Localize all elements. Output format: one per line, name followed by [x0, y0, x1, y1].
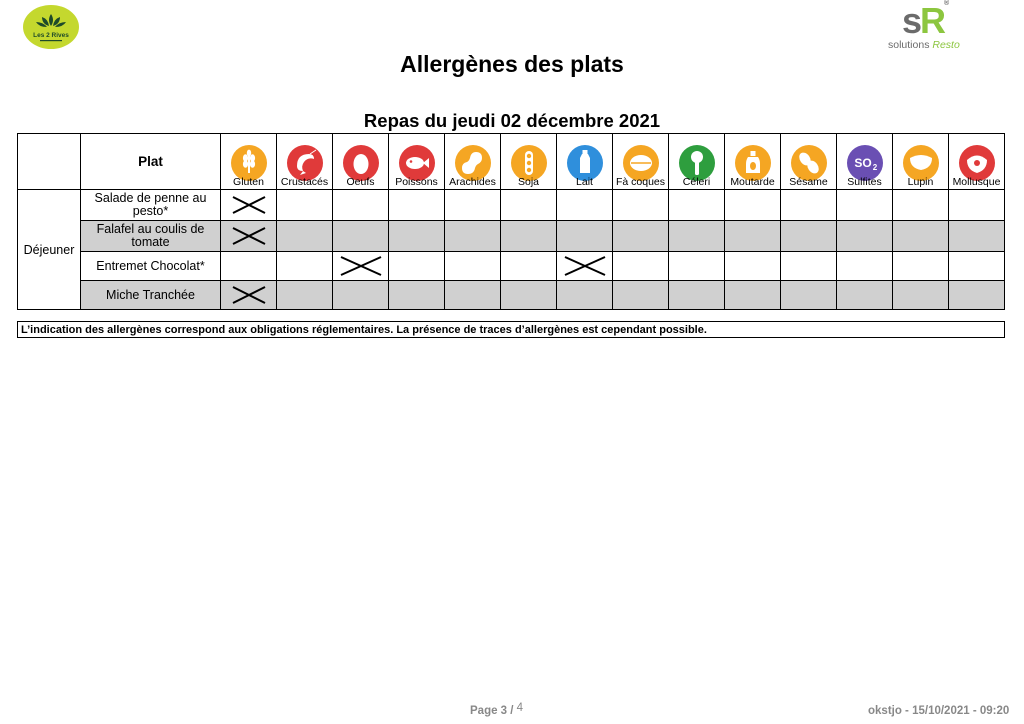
header-row [18, 134, 1005, 190]
cross-mark-icon [230, 226, 268, 246]
mark-cell [725, 221, 781, 252]
mark-cell [781, 190, 837, 221]
mark-cell [725, 190, 781, 221]
dish-name: Miche Tranchée [81, 281, 221, 310]
mark-cell [669, 252, 725, 281]
mark-cell [725, 281, 781, 310]
allergen-poissons: Poissons [389, 134, 445, 190]
allergen-fa-coques: Fà coques [613, 134, 669, 190]
mark-cell [501, 281, 557, 310]
mark-cell [837, 190, 893, 221]
mark-cell [893, 281, 949, 310]
cross-mark-icon [230, 285, 268, 305]
allergen-celeri: Céleri [669, 134, 725, 190]
mark-cell [277, 252, 333, 281]
meal-label: Déjeuner [18, 190, 81, 310]
cross-mark-icon [230, 195, 268, 215]
mark-cell [333, 281, 389, 310]
dish-name: Salade de penne au pesto* [81, 190, 221, 221]
mark-cell [221, 190, 277, 221]
allergen-lait: Lait [557, 134, 613, 190]
mark-cell [557, 190, 613, 221]
mark-cell [445, 190, 501, 221]
mark-cell [221, 221, 277, 252]
mark-cell [893, 252, 949, 281]
mark-cell [613, 221, 669, 252]
mark-cell [669, 221, 725, 252]
mark-cell [557, 281, 613, 310]
dish-name: Entremet Chocolat* [81, 252, 221, 281]
cross-mark-icon [562, 255, 608, 277]
mark-cell [837, 221, 893, 252]
corner-cell [18, 134, 81, 190]
allergen-lupin: Lupin [893, 134, 949, 190]
mark-cell [333, 190, 389, 221]
mark-cell [501, 190, 557, 221]
mark-cell [781, 281, 837, 310]
mark-cell [277, 221, 333, 252]
mark-cell [445, 221, 501, 252]
mark-cell [445, 281, 501, 310]
allergen-crustaces: Crustacés [277, 134, 333, 190]
svg-text:SO: SO [853, 156, 872, 170]
mark-cell [389, 221, 445, 252]
mark-cell [949, 221, 1005, 252]
page-title: Allergènes des plats [400, 51, 624, 77]
mark-cell [669, 190, 725, 221]
allergen-table [17, 133, 1005, 310]
mark-cell [949, 190, 1005, 221]
svg-text:Les 2 Rives: Les 2 Rives [33, 32, 69, 39]
print-stamp: okstjo - 15/10/2021 - 09:20 [868, 705, 1010, 717]
mark-cell [893, 221, 949, 252]
mark-cell [501, 252, 557, 281]
allergen-gluten: Gluten [221, 134, 277, 190]
table-row [18, 221, 1005, 252]
mark-cell [837, 281, 893, 310]
svg-text:2: 2 [872, 163, 877, 172]
table-row [18, 281, 1005, 310]
mark-cell [725, 252, 781, 281]
mark-cell [613, 252, 669, 281]
plat-header: Plat [81, 134, 221, 190]
mark-cell [221, 281, 277, 310]
allergen-soja: Soja [501, 134, 557, 190]
allergen-arachides: Arachides [445, 134, 501, 190]
mark-cell [221, 252, 277, 281]
mark-cell [445, 252, 501, 281]
mark-cell [557, 252, 613, 281]
mark-cell [781, 221, 837, 252]
allergen-sulfites: SO 2 Sulfites [837, 134, 893, 190]
allergen-moutarde: Moutarde [725, 134, 781, 190]
mark-cell [389, 252, 445, 281]
mark-cell [949, 252, 1005, 281]
allergen-mollusque: Mollusque [949, 134, 1005, 190]
table-row [18, 252, 1005, 281]
mark-cell [277, 281, 333, 310]
mark-cell [781, 252, 837, 281]
mark-cell [333, 221, 389, 252]
allergen-oeufs: Oeufs [333, 134, 389, 190]
page-number: Page 3 / 4 [470, 702, 524, 717]
mark-cell [893, 190, 949, 221]
table-row [18, 190, 1005, 221]
mark-cell [949, 281, 1005, 310]
les-2-rives-logo [22, 4, 80, 50]
mark-cell [557, 221, 613, 252]
dish-name: Falafel au coulis de tomate [81, 221, 221, 252]
mark-cell [389, 190, 445, 221]
mark-cell [613, 190, 669, 221]
mark-cell [613, 281, 669, 310]
allergen-sesame: Sésame [781, 134, 837, 190]
cross-mark-icon [338, 255, 384, 277]
allergen-disclaimer: L’indication des allergènes correspond aux obligations réglementaires. La présence de traces d’allergènes est cependant possible. [17, 321, 1005, 338]
mark-cell [277, 190, 333, 221]
mark-cell [669, 281, 725, 310]
mark-cell [501, 221, 557, 252]
meal-date-subtitle: Repas du jeudi 02 décembre 2021 [363, 110, 661, 131]
mark-cell [389, 281, 445, 310]
mark-cell [333, 252, 389, 281]
solutions-resto-logo: sR® solutions Resto [888, 0, 960, 51]
mark-cell [837, 252, 893, 281]
